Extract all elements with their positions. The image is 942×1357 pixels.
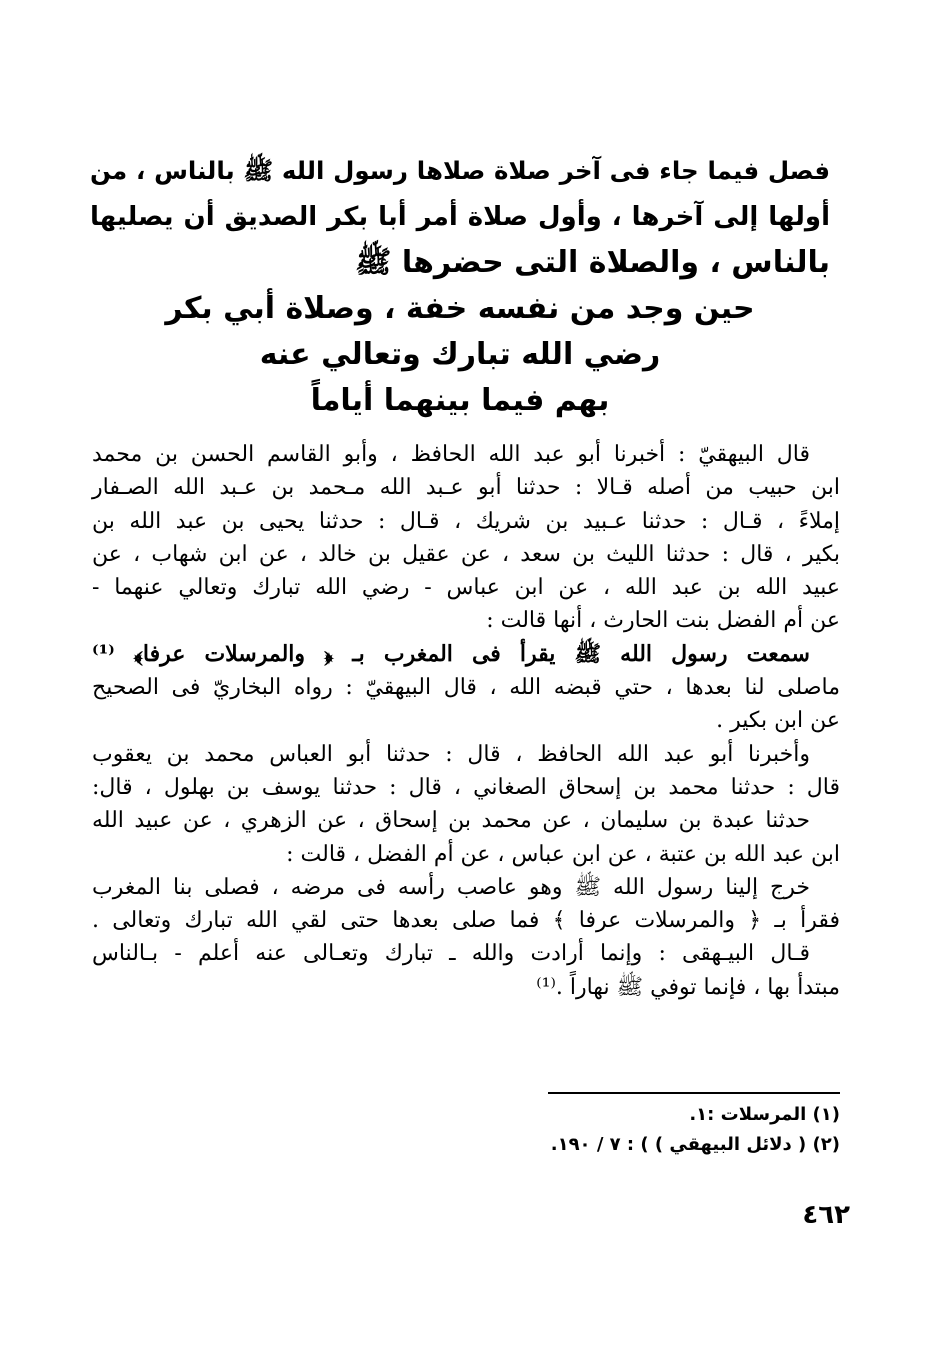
heading-line: بالناس ، والصلاة التى حضرها ﷺ — [355, 245, 830, 280]
text-line: إملاءً ، قـال : حدثنا عـبيد بن شريك ، قـال : حدثنا يحيى بن عبد الله بن — [92, 508, 840, 534]
text-line: ابن حبيب من أصله قـالا : حدثنا أبو عـبد الله مـحمد بن عـبد الله الصـفار — [92, 475, 840, 501]
text-line: قال البيهقيّ : أخبرنا أبو عبد الله الحافظ ، وأبو القاسم الحسن بن محمد — [92, 442, 810, 467]
heading-line: رضي الله تبارك وتعالي عنه — [259, 337, 661, 372]
footnote: (١) المرسلات :١. — [689, 1104, 840, 1125]
heading-line: بهم فيما بينهما أياماً — [310, 383, 610, 418]
chapter-heading — [90, 148, 830, 424]
text-line: ماصلى لنا بعدها ، حتي قبضه الله ، قال البيهقيّ : رواه البخاريّ فى الصحيح — [92, 675, 840, 701]
footnote: (٢) ( دلائل البيهقي ) ) : ٧ / ١٩٠. — [550, 1134, 840, 1155]
text-line: عن ابن بكير . — [716, 708, 840, 734]
footnote-divider — [548, 1092, 840, 1094]
text-line: خرج إلينا رسول الله ﷺ وهو عاصب رأسه فى مرضه ، فصلى بنا المغرب — [92, 874, 810, 900]
text-line: عن أم الفضل بنت الحارث ، أنها قالت : — [486, 608, 840, 634]
text-line: قـال البيـهقى : وإنما أرادت والله ـ تبارك وتعـالى عنه أعلم - بـالناس — [92, 941, 810, 967]
text-line: بكير ، قال : حدثنا الليث بن سعد ، عن عقيل بن خالد ، عن ابن شهاب ، عن — [92, 541, 840, 567]
heading-line: حين وجد من نفسه خفة ، وصلاة أبي بكر — [165, 291, 755, 326]
heading-line: أولها إلى آخرها ، وأول صلاة أمر أبا بكر الصديق أن يصليها — [90, 202, 830, 232]
text-line: عبيد الله بن عبد الله ، عن ابن عباس - رضي الله تبارك وتعالي عنهما - — [92, 575, 840, 601]
text-line: حدثنا عبدة بن سليمان ، عن محمد بن إسحاق ، عن الزهري ، عن عبيد الله — [92, 808, 810, 834]
text-line: وأخبرنا أبو عبد الله الحافظ ، قال : حدثنا أبو العباس محمد بن يعقوب — [92, 741, 810, 767]
text-line: ابن عبد الله بن عتبة ، عن ابن عباس ، عن أم الفضل ، قالت : — [286, 841, 840, 867]
body-text — [92, 438, 840, 1004]
heading-line: فصل فيما جاء فى آخر صلاة صلاها رسول الله ﷺ بالناس ، من — [90, 156, 830, 185]
footnotes — [440, 1100, 840, 1160]
page-number: ٤٦٢ — [802, 1200, 850, 1230]
text-line: فقرأ بـ ﴿ والمرسلات عرفا ﴾ فما صلى بعدها حتى لقي الله تبارك وتعالى . — [92, 908, 840, 934]
text-line: سمعت رسول الله ﷺ يقرأ فى المغرب بـ ﴿ والمرسلات عرفا﴾ ⁽¹⁾ — [92, 640, 810, 667]
text-line: قال : حدثنا محمد بن إسحاق الصغاني ، قال : حدثنا يوسف بن بهلول ، قال: — [92, 774, 840, 800]
text-line: مبتدأ بها ، فإنما توفي ﷺ نهاراً .⁽¹⁾ — [536, 974, 840, 1000]
